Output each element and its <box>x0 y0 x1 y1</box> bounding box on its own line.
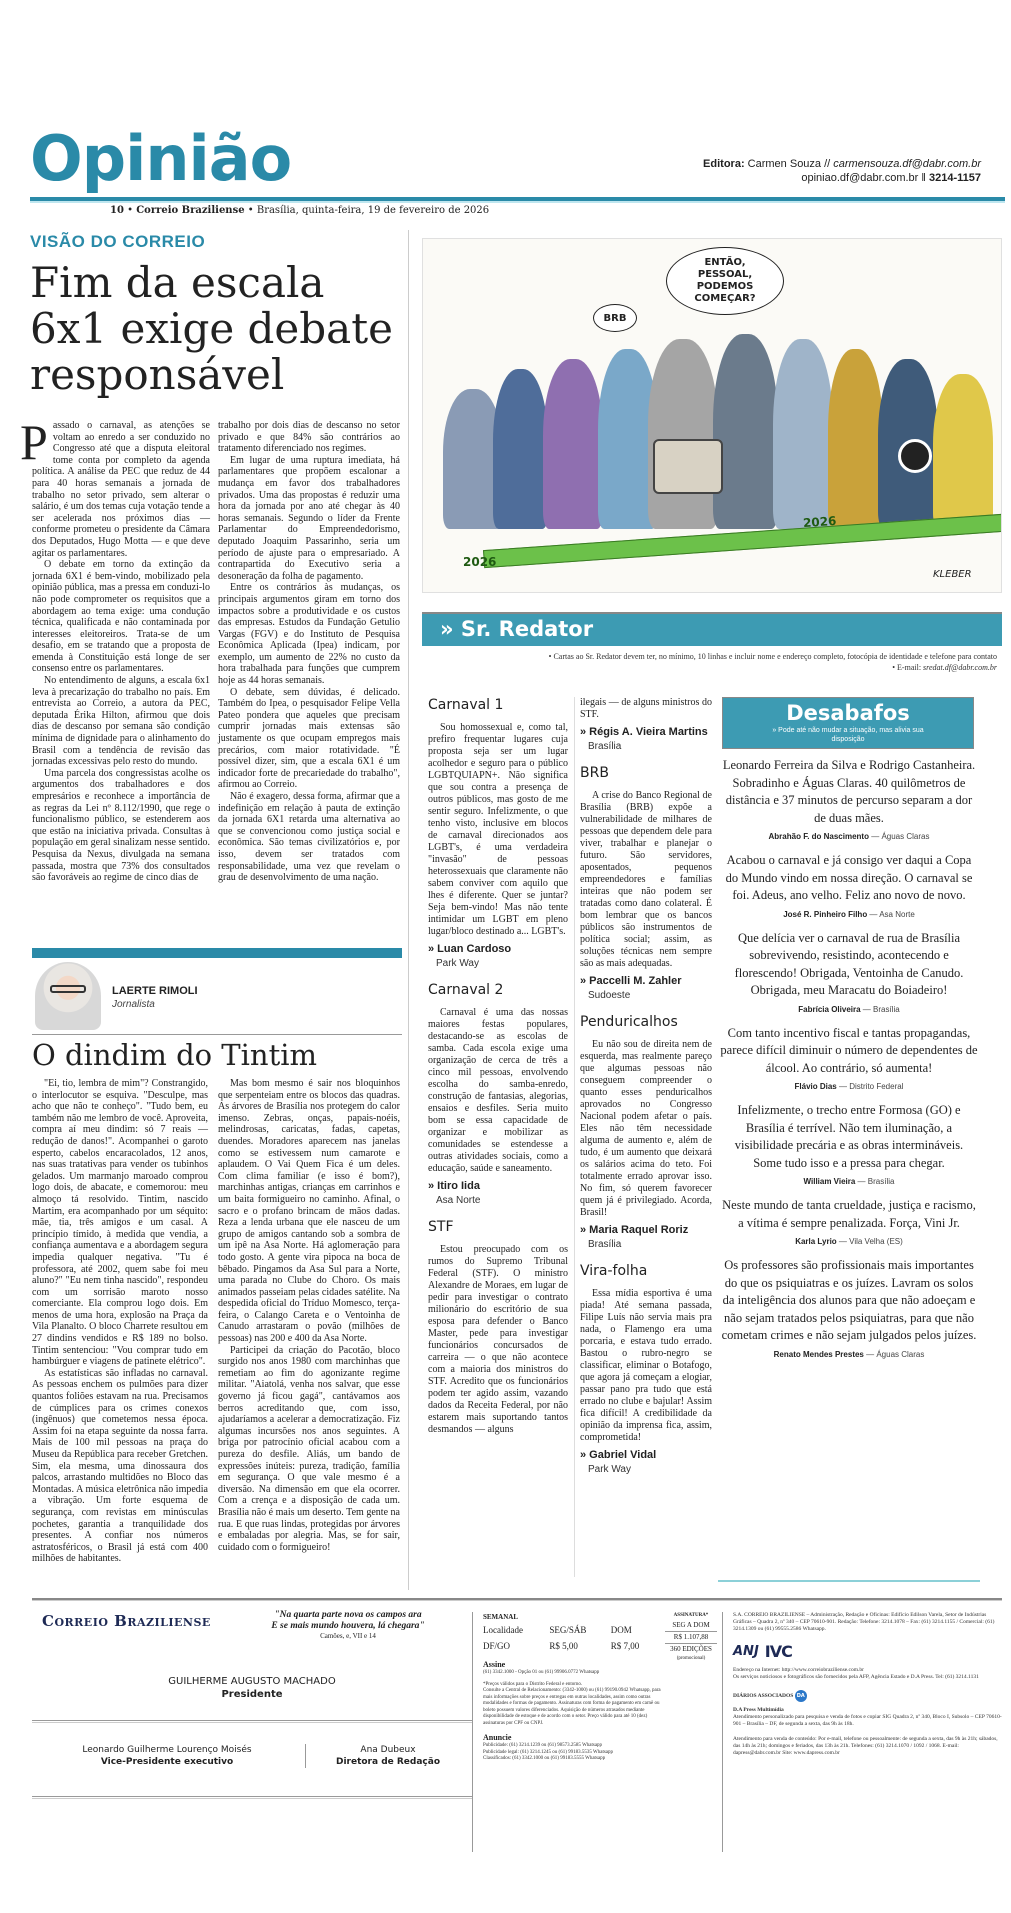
subscription-editions: 360 EDIÇÕES <box>665 1643 717 1655</box>
crowd-figure <box>493 369 548 529</box>
ribbon-year-right: 2026 <box>802 513 837 531</box>
letter-author: » Itiro Iida <box>428 1180 480 1192</box>
assine-text: (61) 3342.1000 - Opção 01 ou (61) 99906.0772 Whatsapp <box>483 1670 600 1675</box>
author-photo <box>35 962 101 1030</box>
dropcap: P <box>20 414 48 470</box>
vp-name: Leonardo Guilherme Lourenço Moisés <box>82 1745 252 1755</box>
desabafo-author: Renato Mendes Prestes <box>773 1349 864 1359</box>
desabafo-text: Os professores são profissionais mais importantes do que os psiquiatras e os juízes. Lavram os solos da inteligência dos alunos para que não adoeçam e não sejam tratados pelos psiquiatras, para que não cometam crimes e não sejam julgados pelos juízes. <box>721 1258 977 1342</box>
desabafo-location: Brasília <box>867 1177 895 1186</box>
crowd-figure <box>933 374 993 529</box>
photo-services: Os serviços noticiosos e fotográficos são fornecidos pela AFP, Agência Estado e D.A Press. Tel: (61) 3214.1131 <box>733 1674 979 1680</box>
letter-location: Asa Norte <box>436 1195 481 1206</box>
ribbon-year-left: 2026 <box>463 555 497 569</box>
price-cell: R$ 5,00 <box>549 1641 578 1651</box>
footer-divider <box>32 1720 472 1723</box>
desabafo-location: Águas Claras <box>876 1349 925 1359</box>
redator-note-text: Cartas ao Sr. Redator devem ter, no mínimo, 10 linhas e incluir nome e endereço completo, fotocópia de identidade e telefone para contato <box>553 652 997 661</box>
author-name: LAERTE RIMOLI <box>112 985 198 997</box>
desabafos-rule <box>718 1580 980 1582</box>
letter-body: Sou homossexual e, como tal, prefiro frequentar lugares cuja proposta seja ser um lugar acolhedor e seguro para o público LGBTQUIAPN+. Não significa que sou contra a presença de outros públicos, mas gosto de me sentir seguro. Infelizmente, o que tenho visto, inclusive em blocos de carnaval direcionados aos LGBT's, é uma verdadeira "invasão" de pessoas heterossexuais que claramente não sabem conviver com aquilo que lhes é diferente. Quer se juntar? Seja bem-vindo! Mas não tente intimidar um LGBT em pleno lugar/bloco destinado a... LGBT's. <box>428 722 568 937</box>
desabafo-author: Abrahão F. do Nascimento <box>768 832 869 841</box>
editorial-cartoon <box>422 238 1002 593</box>
letter <box>580 1263 712 1476</box>
anuncie-line: Classificados: (61) 3342.1000 ou (61) 99183.5555 Whatsapp <box>483 1756 606 1761</box>
price-row <box>483 1638 658 1654</box>
author-rule <box>32 1034 402 1035</box>
redator-email-link[interactable]: sredat.df@dabr.com.br <box>923 663 997 672</box>
crowd-figure <box>828 349 883 529</box>
desabafo-item: Acabou o carnaval e já consigo ver daqui a Copa do Mundo vindo em nossa direção. O carnaval se foi. Adeus, ano velho. Feliz ano novo de novo. José R. Pinheiro Filho — Asa Norte <box>720 852 978 920</box>
letter-location: Sudoeste <box>588 990 631 1001</box>
column-text-2 <box>218 1078 400 1553</box>
desabafos-list <box>720 757 978 1370</box>
letter-body: Eu não sou de direita nem de esquerda, mas realmente pareço que algumas pessoas não conseguem compreender o quanto esses penduricalhos aprovados no Congresso Nacional podem afetar o país. Eles não têm necessidade alguma de aumento e, além de tudo, é um aumento que deixará os salários acima do teto. Foi totalmente errado aprovar isso. No fim, só querem favorecer quem já é privilegiado. Acorda, Brasil! <box>580 1039 712 1218</box>
editorial-paragraph: Em lugar de uma ruptura imediata, há parlamentares que propõem escalonar a mudança em favor dos trabalhadores privados. Uma das propostas é reduzir uma hora da jornada por ano até chegar às 40 horas semanais. Segundo o líder da Frente Parlamentar do Empreendedorismo, deputado Joaquim Passarinho, seria um período de ajuste para o empresariado. A contrapartida do Executivo seria a desoneração da folha de pagamento. <box>218 454 400 582</box>
desabafo-author: Flávio Dias <box>794 1082 837 1091</box>
header-rule <box>30 197 1005 203</box>
diarios-associados <box>733 1689 1002 1703</box>
crowd-figure <box>713 334 778 529</box>
dapress-name: D.A Press Multimídia <box>733 1707 784 1713</box>
letter-body: A crise do Banco Regional de Brasília (BRB) expõe a vulnerabilidade de milhares de pessoas que dependem dele para viver, trabalhar e planejar o futuro. São servidores, aposentados, pequenos empreendedores e famílias inteiras que não podem ser tratadas como dano colateral. É bom lembrar que os bancos públicos são instrumentos de política social; assim, as soluções técnicas nem sempre são as mais adequadas. <box>580 790 712 969</box>
crowd-figure <box>648 339 718 529</box>
phone: 3214-1157 <box>929 172 981 184</box>
author-glasses-icon <box>50 985 86 993</box>
president-role: Presidente <box>221 1689 283 1700</box>
letter <box>580 1014 712 1251</box>
section-email-link[interactable]: opiniao.df@dabr.com.br <box>801 172 919 184</box>
dapress-text: Atendimento personalizado para pesquisa e venda de fotos e copiar SIG Quadra 2, nº 340, Bloco I, Subsolo – CEP 70610-901 – Brasília – DF, de segunda a sexta, das 9h às 18h. <box>733 1714 1002 1727</box>
subscription-price: R$ 1.107,88 <box>665 1631 717 1643</box>
letter-author: » Régis A. Vieira Martins <box>580 726 708 738</box>
subscription-box <box>665 1612 717 1692</box>
anuncie-label: Anuncie <box>483 1733 512 1742</box>
letter-body: Estou preocupado com os rumos do Supremo Tribunal Federal (STF). O ministro Alexandre de Moraes, em lugar de pedir para investigar o contrato milionário do escritório de sua esposa para defender o Banco Master, pede para investigar funcionários concursados de carreira — o que não acontece com a maioria dos ministros do STF. Acredito que os funcionários podem ter agido assim, vazando dados da Receita Federal, por não estarem mais suportando tantos desmandos — alguns <box>428 1244 568 1435</box>
company-info <box>722 1612 1002 1852</box>
vp-credit <box>32 1744 302 1768</box>
company-address: S.A. CORREIO BRAZILIENSE – Administração, Redação e Oficinas: Edifício Edilson Varela, Setor de Indústrias Gráficas – Quadra 2, nº 340 – CEP 70610-901. Redação: Telefone: 3214.1078 – Fax: (61) 3214.1155 / Comercial: (61) 3214.1309 ou (61) 99555.2586 Whatsapp. <box>733 1612 995 1632</box>
editorial-paragraph: No entendimento de alguns, a escala 6x1 leva à precarização do trabalho no país. Em entrevista ao Correio, a autora da PEC, deputada Érika Hilton, afirmou que dois dias de descanso por semana são condição mínima de dignidade para o alinhamento do Brasil com a tendência de revisão das jornadas excessivas pelo resto do mundo. <box>32 675 210 768</box>
page-number: 10 <box>110 205 124 216</box>
letter-location: Brasília <box>588 741 622 752</box>
desabafo-author: Fabrícia Oliveira <box>798 1004 861 1014</box>
dateline: 10 • Correio Braziliense • Brasília, quinta-feira, 19 de fevereiro de 2026 <box>110 205 490 216</box>
letter-heading: STF <box>428 1219 454 1235</box>
editorial-label: VISÃO DO CORREIO <box>30 232 206 251</box>
subscription-header: ASSINATURA* <box>673 1613 709 1618</box>
price-cell: DF/GO <box>483 1641 511 1651</box>
director-credit <box>305 1744 470 1768</box>
footer-divider <box>32 1796 472 1799</box>
camoes-quote <box>238 1610 458 1641</box>
desabafo-text: Infelizmente, o trecho entre Formosa (GO) e Brasília é terrível. Não tem iluminação, a visibilidade precária e as obras intermináveis. Some tudo isso e a pressa para chegar. <box>734 1103 964 1170</box>
letter <box>580 765 712 1002</box>
desabafo-author: William Vieira <box>803 1177 856 1186</box>
desabafo-text: Leonardo Ferreira da Silva e Rodrigo Castanheira. Sobradinho e Águas Claras. 40 quilômetros de distância e 37 minutos de percurso separam a dor de duas mães. <box>722 758 976 825</box>
crowd-figure <box>773 339 833 529</box>
desabafo-author: José R. Pinheiro Filho <box>783 909 868 919</box>
subscription-note: (promocional) <box>676 1656 706 1661</box>
letter-heading: Carnaval 2 <box>428 982 504 998</box>
editorial-paragraph: Não é exagero, dessa forma, afirmar que a indefinição em relação à pauta de extinção da jornada 6X1 retarda uma alternativa ao que se convencionou como justiça social e econômica. São temas civilizatórios e, por isso, devem ser tratados com responsabilidade, uma vez que revelam o grau de desenvolvimento de uma nação. <box>218 791 400 884</box>
editorial-paragraph: trabalho por dois dias de descanso no setor privado e que 84% são contrários ao tratamento diferenciado nos regimes. <box>218 420 400 455</box>
letter-author: » Luan Cardoso <box>428 943 512 955</box>
president-name: GUILHERME AUGUSTO MACHADO <box>168 1676 336 1687</box>
letter-location: Park Way <box>588 1464 631 1475</box>
da-logo-icon: DA <box>795 1690 807 1702</box>
letter-location: Brasília <box>588 1239 622 1250</box>
letter-heading: Vira-folha <box>580 1263 648 1279</box>
letter-heading: Penduricalhos <box>580 1014 678 1030</box>
letters-column-1 <box>428 697 568 1441</box>
desabafo-location: Vila Velha (ES) <box>849 1237 903 1246</box>
letter-author: » Gabriel Vidal <box>580 1449 657 1461</box>
president-credit <box>32 1675 472 1701</box>
ballot-machine <box>653 439 723 494</box>
editorial-column-1 <box>20 414 210 884</box>
desabafos-subtitle: » Pode até não mudar a situação, mas alivia sua disposição <box>772 727 924 743</box>
internet-address[interactable]: Endereço na Internet: http://www.correiobraziliense.com.br <box>733 1667 864 1673</box>
editor-label: Editora: <box>703 158 745 170</box>
footer-rule <box>32 1598 1002 1601</box>
letter <box>428 1219 568 1436</box>
editorial-headline: Fim da escala 6x1 exige debate responsável <box>30 258 393 399</box>
prices-grid <box>483 1622 658 1654</box>
desabafo-author: Karla Lyrio <box>795 1237 837 1246</box>
desabafo-text: Que delícia ver o carnaval de rua de Brasília sobrevivendo, resistindo, acontecendo e florescendo! Obrigada, Ventoinha de Canudo. Obrigada, meu Maracatu do Boiadeiro! <box>734 930 964 997</box>
letter <box>428 697 568 970</box>
desabafo-location: Distrito Federal <box>849 1082 904 1091</box>
desabafo-item: Leonardo Ferreira da Silva e Rodrigo Castanheira. Sobradinho e Águas Claras. 40 quilômetros de distância e 37 minutos de percurso separam a dor de duas mães. Abrahão F. do Nascimento — Águas Claras <box>720 757 978 842</box>
desabafo-item: Com tanto incentivo fiscal e tantas propagandas, parece difícil diminuir o número de dependentes de álcool. Ao contrário, só aumenta! Flávio Dias — Distrito Federal <box>720 1025 978 1091</box>
letter-heading: Carnaval 1 <box>428 697 504 713</box>
director-name: Ana Dubeux <box>360 1745 416 1755</box>
newspaper-name: Correio Braziliense <box>136 205 245 216</box>
editorial-column-2 <box>218 420 400 884</box>
speech-bubble: ENTÃO, PESSOAL, PODEMOS COMEÇAR? <box>666 247 784 315</box>
editorial-paragraph: O debate em torno da extinção da jornada 6X1 é bem-vindo, mobilizado pela opinião pública, mas a pressa em conduzi-lo não pode comprometer os requisitos que a abordagem ao tema exige: uma condução técnica, qualificada e não contaminada por interesses eleitoreiros. Trata-se de um desafio, em se tratando que a proposta de emenda à Constituição está longe de ser consenso entre os parlamentares. <box>32 559 210 675</box>
redator-email-label: E-mail: <box>897 663 922 672</box>
column-headline: O dindim do Tintim <box>32 1038 318 1072</box>
vp-role: Vice-Presidente executivo <box>100 1757 234 1767</box>
desabafo-text: Neste mundo de tanta crueldade, justiça e racismo, a vítima é sempre penalizada. Força, Vini Jr. <box>722 1198 976 1230</box>
price-col-header: Localidade <box>483 1625 523 1635</box>
letters-divider <box>574 697 575 1577</box>
desabafo-location: Águas Claras <box>881 832 930 841</box>
price-table <box>472 1612 662 1852</box>
redator-title: » Sr. Redator <box>440 617 594 641</box>
desabafo-location: Asa Norte <box>879 909 915 919</box>
letter-body: ilegais — de alguns ministros do STF. <box>580 697 712 720</box>
column-paragraph: As estatísticas são infladas no carnaval. As pessoas enchem os pulmões para dizer quantos foliões estavam na rua. Precisamos de cúmplices para os crimes conexos (ingênuos) que cometemos nessa época. Assim foi na etapa seguinte da nossa farra. Mais de 100 mil pessoas na praça do Museu da República para receber Gretchen. Sim, ela mesma, uma dinossaura dos palcos, arrastando multidões no Bloco das Montadas. A música eletrônica não impedia a vibração. Um forte esquema de segurança, com revistas em minúsculas pochetes, garantia a tranquilidade dos presentes. A confiar nos números astratosféricos, o Brasil já está com 400 milhões de habitantes. <box>32 1367 208 1565</box>
editorial-paragraph: Uma parcela dos congressistas acolhe os argumentos dos trabalhadores e dos empresários e reconhece a importância de as regras da Lei nº 8.112/1990, que rege o funcionalismo público, se estenderem aos que estão na iniciativa privada. Consultas à população em geral sinalizam nesse sentido. Pesquisa da Nexus, divulgada na semana passada, mostra que 73% dos consultados são favoráveis ao regime de cinco dias de <box>32 767 210 884</box>
editorial-paragraph: Passado o carnaval, as atenções se voltam ao enredo a ser conduzido no Congresso até que a disputa eleitoral tome conta por completo da agenda política. A análise da PEC que reduz de 44 para 40 horas semanais a jornada de trabalho no setor privado, sem alterar o salário, é um dos temas cuja votação tende a ser acelerada nos próximos dias — conforme prometeu o presidente da Câmara dos Deputados, Hugo Motta — e que deve agitar os parlamentares. <box>20 414 210 559</box>
column-divider-bar <box>32 948 402 958</box>
desabafo-location: Brasília <box>873 1004 900 1014</box>
crowd-figure <box>543 359 603 529</box>
letters-column-2 <box>580 697 712 1488</box>
desabafos-banner <box>722 697 974 749</box>
editorial-paragraph: Entre os contrários às mudanças, os principais argumentos giram em torno dos impactos sobre a produtividade e os custos das empresas. Estudos da Fundação Getulio Vargas (FGV) e do Instituto de Pesquisa Econômica Aplicada (Ipea) indicam, por exemplo, um aumento de 22% no custo da hora trabalhada para funções que cumprem hoje as 44 horas semanais. <box>218 582 400 687</box>
anj-logo: ANJ <box>733 1644 759 1659</box>
letter-author: » Maria Raquel Roriz <box>580 1224 689 1236</box>
anuncie-line: Publicidade: (61) 3214.1239 ou (61) 98573.2585 Whatsapp <box>483 1743 603 1748</box>
subscription-period: SEG A DOM <box>672 1621 710 1629</box>
desabafo-text: Acabou o carnaval e já consigo ver daqui a Copa do Mundo vindo em nossa direção. O carnaval se foi. Adeus, ano velho. Feliz ano novo de novo. <box>725 853 973 902</box>
asterisk-note: *Preços válidos para o Distrito Federal e entorno. <box>483 1681 583 1687</box>
price-col-header: DOM <box>610 1625 632 1635</box>
price-cell: R$ 7,00 <box>610 1641 640 1651</box>
column-paragraph: Participei da criação do Pacotão, bloco surgido nos anos 1980 com marchinhas que remetiam ao fim do agonizante regime militar. "Aiatolá, venha nos salvar, que esse governo já ficou gagá", cantávamos aos berros acreditando que, com isso, ajudaríamos a acelerar a democratização. Fiz algumas incursões nos anos seguintes. A briga por patrocínio oficial acabou com a pureza do desfile. Aliás, um bando de expressões inúteis: pureza, tradição, família em segurança. O que vale mesmo é a diversão. Na dimensão em que ela ocorrer. Com a crença e a disposição de cada um. Brasília não é mais um deserto. Tem gente na rua. E que ruas lindas, protegidas por árvores e embaladas por alegria. Mas, se for sair, cuidado com o formigueiro! <box>218 1344 400 1553</box>
column-paragraph: "Ei, tio, lembra de mim"? Constrangido, o interlocutor se esquiva. "Desculpe, mas acho que não te conheço". "Tudo bem, eu também não me lembro de você. Aproveita, compra aí meu dindim: só 7 reais — redução de danos!". Acompanhei o garoto esperto, cabelos encaracolados, 12 anos, nas suas tratativas para vender os tubinhos gelados. Um marmanjo maroado comprou logo dois, de abacate, e comemorou: meu almoço tá resolvido. Tintim, nascido Martim, era acompanhado por um séquito: mãe, tia, três amigos e um casal. A princípio tímido, à medida que vendia, a confiança aumentava e a abordagem segura impedia qualquer negativa. "Tu é professora, até 2002, quem sabe foi meu aluno?" "Eu nem tinha nascido", respondeu com um sorrisão maroto nosso comerciante. Ela comprou logo dois. Em menos de uma hora, explosão na Praça da Vila Planalto. O bloco Charrete resultou em 27 dindins vendidos e R$ 189 no bolso. Tintim sentenciou: "Vou comprar tudo em hambúrguer e viagens de patinete elétrico". <box>32 1078 208 1368</box>
letter <box>580 697 712 753</box>
desabafo-item: Infelizmente, o trecho entre Formosa (GO) e Brasília é terrível. Não tem iluminação, a visibilidade precária e as obras intermináveis. Some tudo isso e a pressa para chegar. William Vieira — Brasília <box>720 1102 978 1187</box>
quote-line: E se mais mundo houvera, lá chegara" <box>271 1621 425 1631</box>
letter <box>428 982 568 1207</box>
author-role: Jornalista <box>112 999 155 1010</box>
redator-instructions: • Cartas ao Sr. Redator devem ter, no mínimo, 10 linhas e incluir nome e endereço completo, fotocópia de identidade e telefone para contato • E-mail: sredat.df@dabr.com.br <box>548 652 997 672</box>
desabafo-item: Os professores são profissionais mais importantes do que os psiquiatras e os juízes. Lavram os solos da inteligência dos alunos para que não adoeçam e não sejam tratados pelos psiquiatras, para que não cometam crimes e não sejam julgados pelos juízes. Renato Mendes Prestes — Águas Claras <box>721 1258 977 1359</box>
quote-source: Camões, e, VII e 14 <box>320 1632 376 1640</box>
speech-bubble-small: BRB <box>593 304 637 332</box>
column-paragraph: Mas bom mesmo é sair nos bloquinhos que serpenteiam entre os blocos das quadras. As árvores de Brasília nos protegem do calor imenso. Zebras, onças, papais-noéis, melindrosas, caricatas, fadas, capetas, duendes. Moradores aparecem nas janelas como se estivessem num camarote e aplaudem. O Vai Quem Fica é um deles. Com clima familiar (e isso é bom?), marchinhas antigas, crianças em carrinhos e um baita formigueiro no caminho. Afinal, o sacro e o profano brincam de mãos dadas. Reza a lenda urbana que ele nasceu de um grupo de amigos cantando sob a sombra de um ipê na Asa Norte. Há aglomeração para todo gosto. A gente vira pipoca na boca de bêbado. Pingamos da Asa Sul para a Norte, uma parada no Clube do Choro. Os mais animados passeiam pelas cidades satélite. Na despedida oficial do Tríduo Momesco, terça-feira, o Calango Careta e o Ventoinha de Canudo arrastaram o povão (milhões de pessoas) nas 200 e 400 da Asa Norte. <box>218 1078 400 1345</box>
letter-body: Essa mídia esportiva é uma piada! Até semana passada, Filipe Luís não servia mais pra nada, o Flamengo era uma porcaria, e estava tudo errado. Bastou o rubro-negro se classificar, eliminar o Botafogo, que agora já começam a elogiar, passar pano pra tudo que está errado no clube e bajular! Assim fica difícil! A credibilidade da opinião da imprensa fica, assim, comprometida! <box>580 1288 712 1443</box>
cartoonist-signature: KLEBER <box>933 569 972 580</box>
ivc-logo: IVC <box>764 1642 792 1661</box>
date: Brasília, quinta-feira, 19 de fevereiro de 2026 <box>256 205 490 216</box>
quote-line: "Na quarta parte nova os campos ara <box>274 1610 422 1620</box>
letter-location: Park Way <box>436 958 479 969</box>
desabafos-title: Desabafos <box>786 701 910 725</box>
atendimento-text: Atendimento para venda de conteúdo: Por e-mail, telefone ou pessoalmente: de segunda a sexta, das 9h às 21h; sábados, das 14h às 21h; domingos e feriados, das 13h às 21h. Telefones: (61) 3214.1070 / 1092 / 1068. E-mail: dapress@dabr.com.br Site: www.dapress.com.br <box>733 1736 998 1756</box>
desabafo-item: Que delícia ver o carnaval de rua de Brasília sobrevivendo, resistindo, acontecendo e florescendo! Obrigada, Ventoinha de Canudo. Obrigada, meu Maracatu do Boiadeiro! Fabrícia Oliveira — Brasília <box>720 930 978 1015</box>
desabafo-text: Com tanto incentivo fiscal e tantas propagandas, parece difícil diminuir o número de dependentes de álcool. Ao contrário, só aumenta! <box>720 1025 978 1075</box>
letter-body: Carnaval é uma das nossas maiores festas populares, destacando-se as escolas de samba. Cada escola exige uma organização de cerca de três a cinco mil pessoas, envolvendo escolha do samba-enredo, construção de fantasias, alegorias, ensaios e desfiles. Seria muito bom se essa capacidade de organizar e mobilizar as comunidades se estendesse a outras atividades sociais, como a educação, saúde e saneamento. <box>428 1007 568 1174</box>
price-col-header: SEG/SÁB <box>549 1625 587 1635</box>
desabafo-item: Neste mundo de tanta crueldade, justiça e racismo, a vítima é sempre penalizada. Força, Vini Jr. Karla Lyrio — Vila Velha (ES) <box>720 1197 978 1247</box>
letter-author: » Paccelli M. Zahler <box>580 975 682 987</box>
anuncie-line: Publicidade legal: (61) 3214.1245 ou (61) 99183.5535 Whatsapp <box>483 1749 614 1755</box>
section-masthead: Opinião <box>30 122 292 195</box>
soccer-ball <box>898 439 932 473</box>
assine-label: Assine <box>483 1660 506 1669</box>
prices-header: SEMANAL <box>483 1613 519 1621</box>
newspaper-logo: Correio Braziliense <box>42 1612 211 1630</box>
diarios-label: DIÁRIOS ASSOCIADOS <box>733 1693 794 1699</box>
editor-email-link[interactable]: carmensouza.df@dabr.com.br <box>833 158 981 170</box>
letter-heading: BRB <box>580 765 609 781</box>
editor-credits: Editora: Carmen Souza // carmensouza.df@dabr.com.br opiniao.df@dabr.com.br ‖ 3214-1157 <box>703 158 981 184</box>
central-note: Consulte a Central de Relacionamento: (3342-1000) ou (61) 99190.0942 Whatsapp, para mais informações sobre preços e entregas em outras localidades, assim como outras modalidades e formas de pagamento. Assinaturas com forma de pagamento em carnê ou boleto possuem valores diferenciados. Aquisição de números atrasados mediante disponibilidade de estoque e de acordo com o setor. Preço válido para até 10 (dez) assinaturas por CPF ou CNPJ. <box>483 1688 661 1726</box>
column-divider <box>408 230 409 1590</box>
column-text-1 <box>32 1078 208 1565</box>
director-role: Diretora de Redação <box>335 1757 441 1767</box>
editorial-paragraph: O debate, sem dúvidas, é delicado. Também do Ipea, o pesquisador Felipe Vella Pateo pondera que aqueles que precisam cumprir jornadas mais extensas são justamente os que ocupam empregos mais precários, com maior rotatividade. "É possível dizer, sim, que a escala 6X1 é um indicador forte de precariedade do trabalho", afirmou ao Correio. <box>218 686 400 791</box>
editor-name: Carmen Souza <box>747 158 822 170</box>
